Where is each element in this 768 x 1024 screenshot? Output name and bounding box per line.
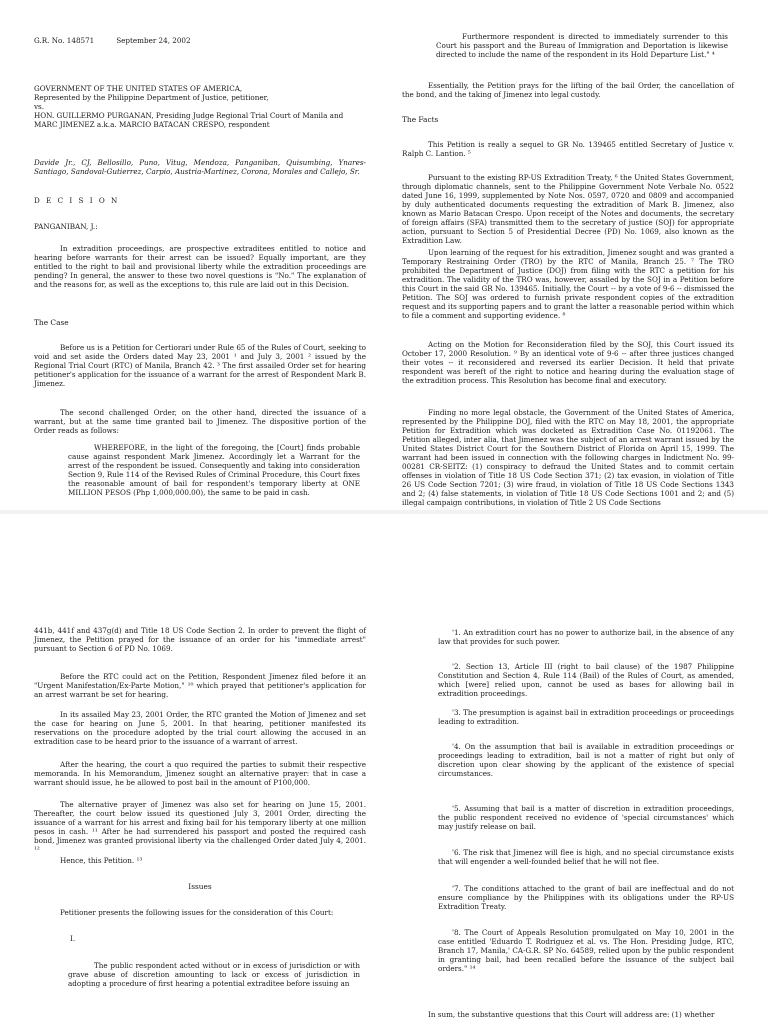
issue-point-5: '5. Assuming that bail is a matter of discretion in extradition proceedings, the public respondent received no evidence of 'special circumstances' which may justify release on bail. (438, 804, 734, 831)
party-line: GOVERNMENT OF THE UNITED STATES OF AMERICA, (34, 84, 243, 93)
issue-roman-numeral: I. (70, 934, 76, 943)
section-heading-issues: Issues (188, 882, 212, 891)
facts-paragraph-1: This Petition is really a sequel to GR No. 139465 entitled Secretary of Justice v. Ralph C. Lantion. ⁵ (402, 140, 734, 158)
justices-list: Davide Jr., CJ, Bellosillo, Puno, Vitug, Mendoza, Panganiban, Quisumbing, Ynares-Santiago, Sandoval-Gutierrez, Carpio, Austria-Martinez, Corona, Morales and Callejo, Sr. (34, 158, 366, 176)
motion-paragraph: Before the RTC could act on the Petition, Respondent Jimenez filed before it an "Urgent Manifestation/Ex-Parte Motion," ¹⁰ which prayed that petitioner's application for an arrest warrant be set for hearing. (34, 672, 366, 699)
summary-paragraph: In sum, the substantive questions that this Court will address are: (1) whether (428, 1010, 715, 1019)
section-heading-case: The Case (34, 318, 69, 327)
party-line: MARC JIMENEZ a.k.a. MARCIO BATACAN CRESPO, respondent (34, 120, 270, 129)
issue-point-8: '8. The Court of Appeals Resolution promulgated on May 10, 2001 in the case entitled 'Eduardo T. Rodriguez et al. vs. The Hon. Presiding Judge, RTC, Branch 17, Manila,' CA-G.R. SP No. 64589, relied upon by the public respondent in granting bail, had been recalled before the issuance of the subject bail orders." ¹⁴ (438, 928, 734, 973)
issue-point-2: '2. Section 13, Article III (right to bail clause) of the 1987 Philippine Constitution and Section 4, Rule 114 (Bail) of the Rules of Court, as amended, which [were] relied upon, cannot be used as bases for allowing bail in extradition proceedings. (438, 662, 734, 698)
intro-paragraph: In extradition proceedings, are prospective extraditees entitled to notice and hearing before warrants for their arrest can be issued? Equally important, are they entitled to the right to bail and provisional liberty while the extradition proceedings are pending? In general, the answer to these two novel questions is "No." The explanation of and the reasons for, as well as the exceptions to, this rule are laid out in this Decision. (34, 244, 366, 289)
issue-one: The public respondent acted without or in excess of jurisdiction or with grave abuse of discretion amounting to lack or excess of jurisdiction in adopting a procedure of first hearing a potential extraditee before issuing an (68, 961, 360, 988)
issue-point-3: '3. The presumption is against bail in extradition proceedings or proceedings leading to extradition. (438, 708, 734, 726)
continued-paragraph: 441b, 441f and 437g(d) and Title 18 US Code Section 2. In order to prevent the flight of Jimenez, the Petition prayed for the issuance of an order for his "immediate arrest" pursuant to Section 6 of PD No. 1069. (34, 626, 366, 653)
case-paragraph-2: The second challenged Order, on the other hand, directed the issuance of a warrant, but at the same time granted bail to Jimenez. The dispositive portion of the Order reads as follows: (34, 408, 366, 435)
dispositive-quote-continued: Furthermore respondent is directed to immediately surrender to this Court his passport and the Bureau of Immigration and Deportation is likewise directed to include the name of the respondent in its Hold Departure List." ⁴ (436, 32, 728, 59)
facts-paragraph-2: Pursuant to the existing RP-US Extradition Treaty, ⁶ the United States Government, through diplomatic channels, sent to the Philippine Government Note Verbale No. 0522 dated June 16, 1999, supplemented by Note Nos. 0597, 0720 and 0809 and accompanied by duly authenticated documents requesting the extradition of Mark B. Jimenez, also known as Mario Batacan Crespo. Upon receipt of the Notes and documents, the secretary of foreign affairs (SFA) transmitted them to the secretary of justice (SOJ) for appropriate action, pursuant to Section 5 of Presidential Decree (PD) No. 1069, also known as the Extradition Law. (402, 173, 734, 245)
dispositive-quote: WHEREFORE, in the light of the foregoing, the [Court] finds probable cause against respondent Mark Jimenez. Accordingly let a Warrant for the arrest of the respondent be issued. Consequently and taking into consideration Section 9, Rule 114 of the Revised Rules of Criminal Procedure, this Court fixes the reasonable amount of bail for respondent's temporary liberty at ONE MILLION PESOS (Php 1,000,000.00), the same to be paid in cash. (68, 443, 360, 497)
facts-paragraph-3: Upon learning of the request for his extradition, Jimenez sought and was granted a Temporary Restraining Order (TRO) by the RTC of Manila, Branch 25. ⁷ The TRO prohibited the Department of Justice (DOJ) from filing with the RTC a petition for his extradition. The validity of the TRO was, however, assailed by the SOJ in a Petition before this Court in the said GR No. 139465. Initially, the Court -- by a vote of 9-6 -- dismissed the Petition. The SOJ was ordered to furnish private respondent copies of the extradition request and its supporting papers and to grant the latter a reasonable period within which to file a comment and supporting evidence. ⁸ (402, 248, 734, 320)
hence-paragraph: Hence, this Petition. ¹³ (60, 856, 143, 865)
issue-point-6: '6. The risk that Jimenez will flee is high, and no special circumstance exists that will engender a well-founded belief that he will not flee. (438, 848, 734, 866)
case-number: G.R. No. 148571 (34, 36, 95, 45)
party-line: Represented by the Philippine Department of Justice, petitioner, (34, 93, 269, 102)
issues-intro: Petitioner presents the following issues for the consideration of this Court: (60, 908, 334, 917)
party-line: HON. GUILLERMO PURGANAN, Presiding Judge Regional Trial Court of Manila and (34, 111, 344, 120)
case-parties (34, 84, 366, 129)
memoranda-paragraph: After the hearing, the court a quo required the parties to submit their respective memoranda. In his Memorandum, Jimenez sought an alternative prayer: that in case a warrant should issue, he be allowed to post bail in the amount of P100,000. (34, 760, 366, 787)
case-header (34, 36, 366, 45)
petition-prayer-paragraph: Essentially, the Petition prays for the lifting of the bail Order, the cancellation of the bond, and the taking of Jimenez into legal custody. (402, 81, 734, 99)
bail-paragraph: The alternative prayer of Jimenez was also set for hearing on June 15, 2001. Thereafter, the court below issued its questioned July 3, 2001 Order, directing the issuance of a warrant for his arrest and fixing bail for his temporary liberty at one million pesos in cash. ¹¹ After he had surrendered his passport and posted the required cash bond, Jimenez was granted provisional liberty via the challenged Order dated July 4, 2001. ¹² (34, 800, 366, 854)
issue-point-1: '1. An extradition court has no power to authorize bail, in the absence of any law that provides for such power. (438, 628, 734, 646)
decision-title: D E C I S I O N (34, 196, 120, 205)
document-page-1 (0, 0, 768, 510)
party-line: vs. (34, 102, 45, 111)
facts-paragraph-4: Acting on the Motion for Reconsideration filed by the SOJ, this Court issued its October 17, 2000 Resolution. ⁹ By an identical vote of 9-6 -- after three justices changed their votes -- it reconsidered and reversed its earlier Decision. It held that private respondent was bereft of the right to notice and hearing during the evaluation stage of the extradition process. This Resolution has become final and executory. (402, 340, 734, 385)
facts-paragraph-5: Finding no more legal obstacle, the Government of the United States of America, represented by the Philippine DOJ, filed with the RTC on May 18, 2001, the appropriate Petition for Extradition which was docketed as Extradition Case No. 01192061. The Petition alleged, inter alia, that Jimenez was the subject of an arrest warrant issued by the United States District Court for the Southern District of Florida on April 15, 1999. The warrant had been issued in connection with the following charges in Indictment No. 99-00281 CR-SEITZ: (1) conspiracy to defraud the United States and to commit certain offenses in violation of Title 18 US Code Section 371; (2) tax evasion, in violation of Title 26 US Code Section 7201; (3) wire fraud, in violation of Title 18 US Code Sections 1343 and 2; (4) false statements, in violation of Title 18 US Code Sections 1001 and 2; and (5) illegal campaign contributions, in violation of Title 2 US Code Sections (402, 408, 734, 507)
order-paragraph: In its assailed May 23, 2001 Order, the RTC granted the Motion of Jimenez and set the case for hearing on June 5, 2001. In that hearing, petitioner manifested its reservations on the procedure adopted by the trial court allowing the accused in an extradition case to be heard prior to the issuance of a warrant of arrest. (34, 710, 366, 746)
section-heading-facts: The Facts (402, 115, 439, 124)
issue-point-4: '4. On the assumption that bail is available in extradition proceedings or proceedings leading to extradition, bail is not a matter of right but only of discretion upon clear showing by the applicant of the existence of special circumstances. (438, 742, 734, 778)
issue-point-7: '7. The conditions attached to the grant of bail are ineffectual and do not ensure compliance by the Philippines with its obligations under the RP-US Extradition Treaty. (438, 884, 734, 911)
document-page-2 (0, 514, 768, 1024)
case-paragraph-1: Before us is a Petition for Certiorari under Rule 65 of the Rules of Court, seeking to void and set aside the Orders dated May 23, 2001 ¹ and July 3, 2001 ² issued by the Regional Trial Court (RTC) of Manila, Branch 42. ³ The first assailed Order set for hearing petitioner's application for the issuance of a warrant for the arrest of Respondent Mark B. Jimenez. (34, 343, 366, 388)
ponente: PANGANIBAN, J.: (34, 222, 98, 231)
case-date: September 24, 2002 (116, 36, 191, 45)
